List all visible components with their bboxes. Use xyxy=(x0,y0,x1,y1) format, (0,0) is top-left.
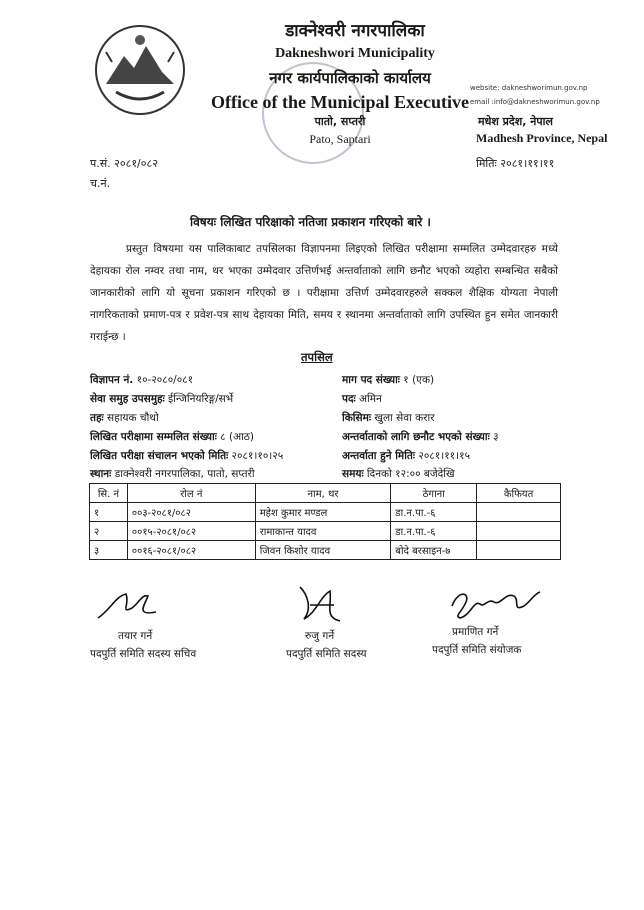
participants-value: ८ (आठ) xyxy=(216,431,255,443)
post-key: पदः xyxy=(342,393,356,405)
cell-name: जिवन किशोर यादव xyxy=(255,541,391,560)
participants-key: लिखित परीक्षामा सम्मलित संख्याः xyxy=(90,431,217,443)
interview-date-value: २०८१।११।१५ xyxy=(415,450,471,462)
email-text: email :info@dakneshworimun.gov.np xyxy=(470,98,600,106)
service-group xyxy=(90,392,233,406)
shortlisted-key: अन्तर्वाताको लागि छनौट भएको संख्याः xyxy=(342,431,490,443)
cell-address: बोदे बरसाइन-७ xyxy=(391,541,477,560)
office-name-en: Dakneshwori Municipality xyxy=(275,46,435,61)
table-row xyxy=(90,503,561,522)
executive-office-np: नगर कार्यपालिकाको कार्यालय xyxy=(269,69,431,87)
dispatch-number: च.नं. xyxy=(90,177,111,190)
table-row xyxy=(90,541,561,560)
type-value: खुला सेवा करार xyxy=(371,412,435,424)
ad-number-key: विज्ञापन नं. xyxy=(90,374,134,386)
office-name-np: डाक्नेश्वरी नगरपालिका xyxy=(285,21,425,41)
notice-body: प्रस्तुत विषयमा यस पालिकाबाट तपसिलका विज्ञापनमा लिइएको लिखित परीक्षामा सम्मलित उम्मेदवारहरु मध्ये देहायका रोल नम्वर तथा नाम, थर भएका उम्मेदवार उत्तिर्णभई अन्तर्वाताको लागि छनौट भएको व्यहोरा सम्बन्धित सबैको जानकारीको लागि यो सूचना प्रकाशन गरिएको छ । परीक्षामा उत्तिर्ण उम्मेदवारहरुले सक्कल शैक्षिक योग्यता नेपाली नागरिकताको प्रमाण-पत्र र प्रवेश-पत्र साथ देहायका मिति, समय र स्थानमा अन्तर्वाताको लागि उपस्थित हुन समेत जानकारी गराईन्छ । xyxy=(90,243,558,343)
time-value: दिनको १२:०० बजेदेखि xyxy=(363,468,455,480)
cell-roll: ००१५-२०८१/०८२ xyxy=(127,522,255,541)
executive-office-en: Office of the Municipal Executive xyxy=(211,92,469,112)
exam-date-value: २०८१।१०।२५ xyxy=(228,450,284,462)
col-header-serial: सि. नं xyxy=(90,484,128,503)
cell-name: महेश कुमार मण्डल xyxy=(255,503,391,522)
certified-by-role: पदपुर्ति समिति संयोजक xyxy=(432,644,522,656)
level xyxy=(90,411,159,425)
prepared-by-role: पदपुर्ति समिति सदस्य सचिव xyxy=(90,648,197,660)
table-row xyxy=(90,522,561,541)
shortlisted-count xyxy=(342,430,499,444)
website-text: website: dakneshworimun.gov.np xyxy=(470,84,588,92)
signature-coordinator xyxy=(448,586,544,624)
posts-key: माग पद संख्याः xyxy=(342,374,400,386)
col-header-address: ठेगाना xyxy=(391,484,477,503)
subject-line: विषयः लिखित परिक्षाको नतिजा प्रकाशन गरिएको बारे । xyxy=(190,215,431,229)
col-header-roll: रोल नं xyxy=(127,484,255,503)
level-value: सहायक चौथो xyxy=(103,412,159,424)
post-value: अमिन xyxy=(355,393,382,405)
level-key: तहः xyxy=(90,412,104,424)
prepared-by-label: तयार गर्ने xyxy=(118,630,153,642)
cell-serial: १ xyxy=(90,503,128,522)
posts-value: १ (एक) xyxy=(399,374,435,386)
shortlisted-value: ३ xyxy=(489,431,499,443)
place-en: Pato, Saptari xyxy=(309,132,371,146)
place-np: पातो, सप्तरी xyxy=(314,115,366,128)
venue xyxy=(90,467,255,481)
service-group-value: ईन्जिनियरिङ्ग/सर्भे xyxy=(164,393,234,405)
participants-count xyxy=(90,430,254,444)
col-header-remarks: कैफियत xyxy=(477,484,561,503)
exam-date xyxy=(90,449,283,463)
cell-roll: ००३-२०८१/०८२ xyxy=(127,503,255,522)
cell-name: रामाकान्त यादव xyxy=(255,522,391,541)
col-header-name: नाम, थर xyxy=(255,484,391,503)
posts-count xyxy=(342,373,434,387)
cell-serial: ३ xyxy=(90,541,128,560)
cell-remarks xyxy=(477,522,561,541)
interview-time xyxy=(342,467,455,481)
municipality-emblem xyxy=(92,22,188,118)
exam-date-key: लिखित परीक्षा संचालन भएको मितिः xyxy=(90,450,229,462)
letter-date: मितिः २०८१।११।११ xyxy=(476,157,555,170)
ad-number-value: १०-२०८०/०८१ xyxy=(133,374,194,386)
venue-key: स्थानः xyxy=(90,468,112,480)
cell-serial: २ xyxy=(90,522,128,541)
reference-number: प.सं. २०८१/०८२ xyxy=(90,157,158,170)
post xyxy=(342,392,382,406)
service-group-key: सेवा समुह उपसमुहः xyxy=(90,393,165,405)
cell-remarks xyxy=(477,541,561,560)
employment-type xyxy=(342,411,434,425)
checked-by-label: रुजु गर्ने xyxy=(305,630,335,642)
ad-number xyxy=(90,373,193,387)
certified-by-label: प्रमाणित गर्ने xyxy=(452,626,499,638)
checked-by-role: पदपुर्ति समिति सदस्य xyxy=(286,648,367,660)
type-key: किसिमः xyxy=(342,412,372,424)
interview-date-key: अन्तर्वाता हुने मितिः xyxy=(342,450,416,462)
results-table xyxy=(89,483,561,560)
time-key: समयः xyxy=(342,468,364,480)
cell-roll: ००१६-२०८१/०८२ xyxy=(127,541,255,560)
cell-address: डा.न.पा.-६ xyxy=(391,503,477,522)
details-title: तपसिल xyxy=(301,350,333,364)
interview-date xyxy=(342,449,470,463)
table-header-row xyxy=(90,484,561,503)
province-en: Madhesh Province, Nepal xyxy=(476,131,608,145)
province-np: मधेश प्रदेश, नेपाल xyxy=(478,115,553,128)
signature-secretary xyxy=(96,590,160,624)
venue-value: डाक्नेश्वरी नगरपालिका, पातो, सप्तरी xyxy=(111,468,255,480)
cell-address: डा.न.पा.-६ xyxy=(391,522,477,541)
signature-member xyxy=(290,583,350,627)
cell-remarks xyxy=(477,503,561,522)
